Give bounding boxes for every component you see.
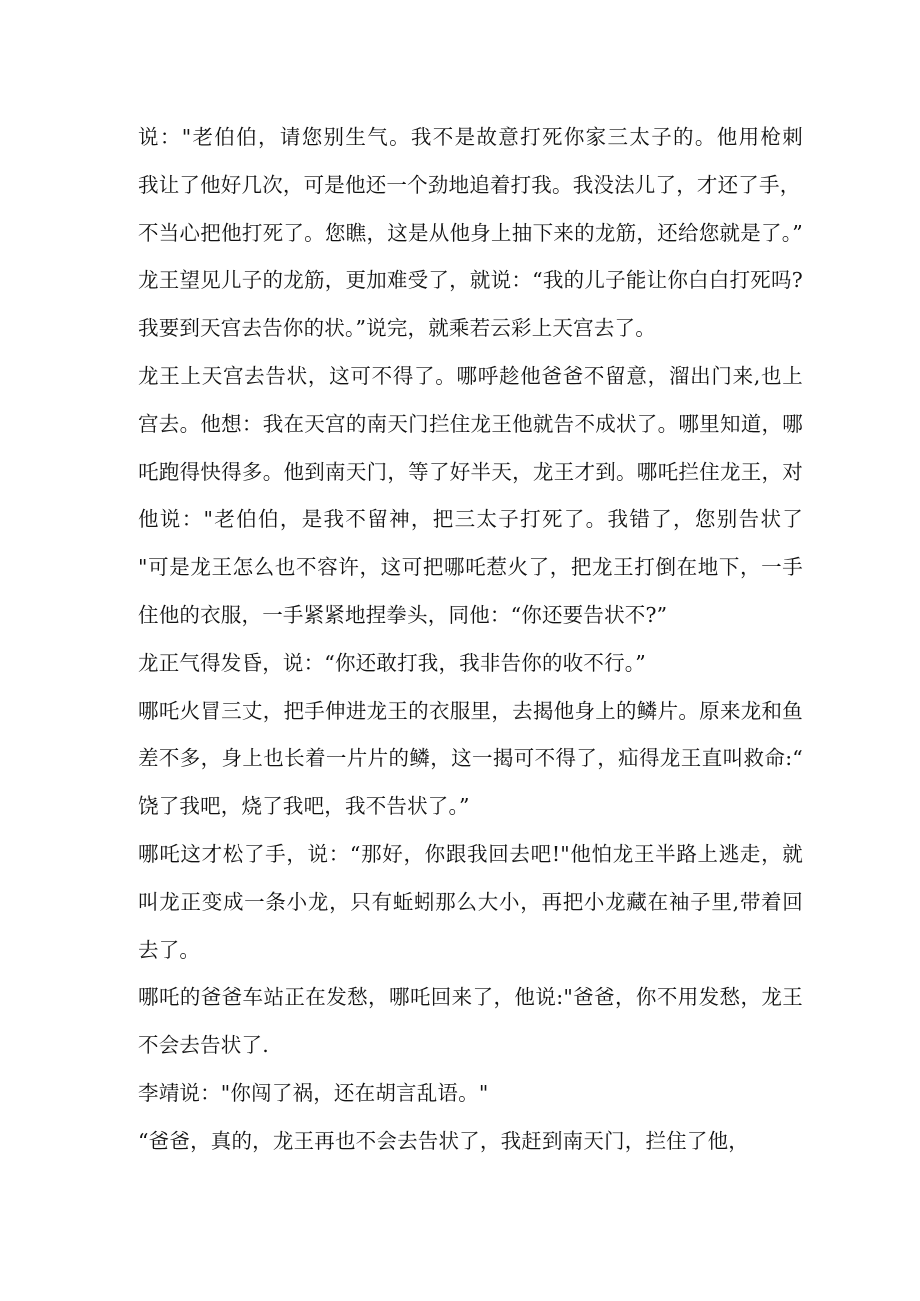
- text-line: "可是龙王怎么也不容许，这可把哪吒惹火了，把龙王打倒在地下，一手: [138, 555, 803, 580]
- text-line: 饶了我吧，烧了我吧，我不告状了。”: [138, 794, 470, 819]
- body-text: [138, 114, 803, 1166]
- text-line: 李靖说："你闯了祸，还在胡言乱语。": [138, 1080, 489, 1105]
- text-line: 去了。: [138, 937, 201, 962]
- text-line: 说："老伯伯，请您别生气。我不是故意打死你家三太子的。他用枪刺: [138, 125, 803, 149]
- text-line: 差不多，身上也长着一片片的鳞，这一揭可不得了，疝得龙王直叫救命:“: [138, 746, 803, 771]
- text-line: 住他的衣服，一手紧紧地捏拳头，同他：“你还要告状不?”: [138, 602, 668, 627]
- text-line: 龙王上天宫去告状，这可不得了。哪呼趁他爸爸不留意，溜出门来,也上: [138, 363, 803, 388]
- text-line: 哪吒火冒三丈，把手伸进龙王的衣服里，去揭他身上的鳞片。原来龙和鱼: [138, 698, 803, 723]
- text-line: “爸爸，真的，龙王再也不会去告状了，我赶到南天门，拦住了他，: [138, 1128, 749, 1153]
- text-line: 我要到天宫去告你的状。”说完，就乘若云彩上天宫去了。: [138, 316, 656, 341]
- text-line: 吒跑得快得多。他到南天门，等了好半天，龙王才到。哪吒拦住龙王，对: [138, 459, 803, 484]
- text-line: 龙正气得发昏，说：“你还敢打我，我非告你的收不行。”: [138, 650, 646, 675]
- text-line: 不会去告状了.: [138, 1033, 269, 1058]
- text-line: 我让了他好几次，可是他还一个劲地追着打我。我没法儿了，才还了手，: [138, 172, 801, 197]
- text-line: 叫龙正变成一条小龙，只有蚯蚓那么大小，再把小龙藏在袖子里,带着回: [138, 889, 803, 914]
- text-line: 哪吒的爸爸车站正在发愁，哪吒回来了，他说:"爸爸，你不用发愁，龙王: [138, 985, 803, 1010]
- text-line: 龙王望见儿子的龙筋，更加难受了，就说：“我的儿子能让你白白打死吗?: [138, 268, 803, 293]
- text-line: 他说："老伯伯，是我不留神，把三太子打死了。我错了，您别告状了: [138, 507, 803, 532]
- text-line: 宫去。他想：我在天宫的南天门拦住龙王他就告不成状了。哪里知道，哪: [138, 411, 803, 436]
- text-line: 哪吒这才松了手，说：“那好，你跟我回去吧!"他怕龙王半路上逃走，就: [138, 841, 803, 866]
- text-line: 不当心把他打死了。您瞧，这是从他身上抽下来的龙筋，还给您就是了。”: [138, 220, 803, 245]
